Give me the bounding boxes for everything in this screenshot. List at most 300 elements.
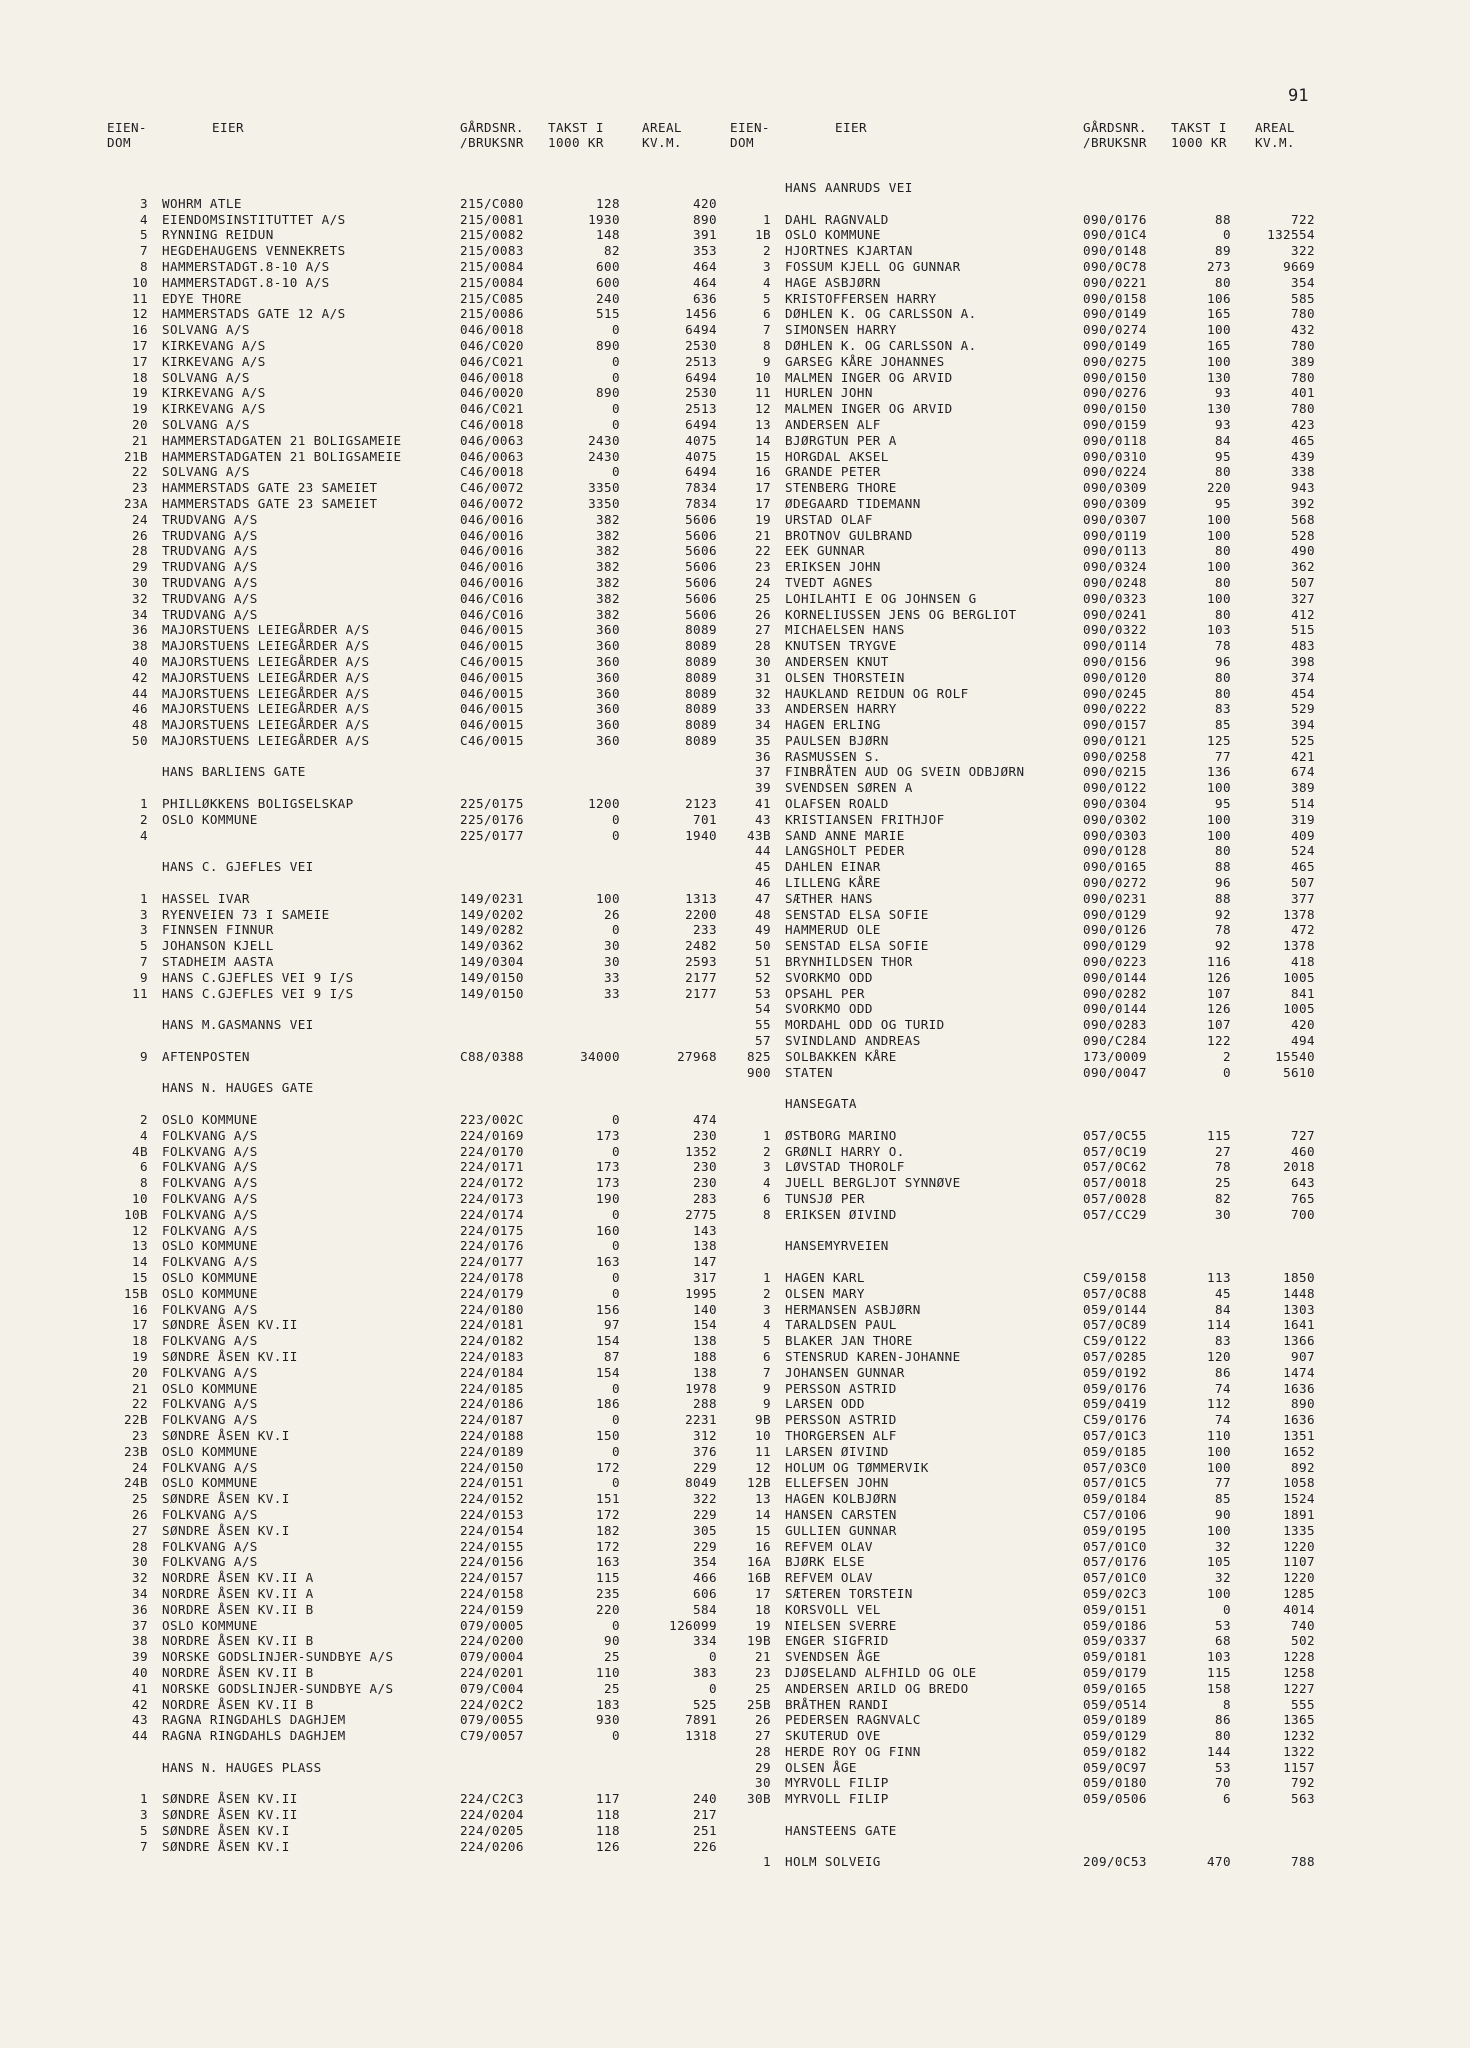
table-row	[112, 1491, 722, 1507]
gards-bruksnr: 059/0189	[1083, 1712, 1147, 1728]
property-number: 9B	[755, 1412, 771, 1428]
owner-name: LARSEN ODD	[785, 1396, 865, 1412]
takst-value: 80	[1215, 606, 1231, 622]
areal-value: 1220	[1283, 1570, 1315, 1586]
table-row	[112, 1475, 722, 1491]
takst-value: 515	[596, 306, 620, 322]
property-number: 29	[755, 1759, 771, 1775]
gards-bruksnr: 090/0322	[1083, 622, 1147, 638]
takst-value: 360	[596, 622, 620, 638]
takst-value: 160	[596, 1222, 620, 1238]
gards-bruksnr: 225/0175	[460, 796, 524, 812]
gards-bruksnr: 090/0119	[1083, 527, 1147, 543]
takst-value: 3350	[588, 495, 620, 511]
takst-value: 80	[1215, 543, 1231, 559]
gards-bruksnr: 090/0221	[1083, 274, 1147, 290]
takst-value: 125	[1207, 732, 1231, 748]
property-number: 27	[755, 622, 771, 638]
takst-value: 92	[1215, 938, 1231, 954]
takst-value: 107	[1207, 1017, 1231, 1033]
gards-bruksnr: 090/0149	[1083, 306, 1147, 322]
areal-value: 701	[693, 811, 717, 827]
takst-value: 120	[1207, 1348, 1231, 1364]
areal-value: 1313	[685, 890, 717, 906]
owner-name: ELLEFSEN JOHN	[785, 1475, 889, 1491]
owner-name: FOLKVANG A/S	[162, 1364, 258, 1380]
areal-value: 5610	[1283, 1064, 1315, 1080]
gards-bruksnr: 224/02C2	[460, 1696, 524, 1712]
gards-bruksnr: 090/0248	[1083, 574, 1147, 590]
owner-name: HANS C.GJEFLES VEI 9 I/S	[162, 985, 354, 1001]
gards-bruksnr: 090/0150	[1083, 401, 1147, 417]
table-row	[112, 306, 722, 322]
areal-value: 230	[693, 1159, 717, 1175]
gards-bruksnr: 149/0282	[460, 922, 524, 938]
gards-bruksnr: 224/0150	[460, 1459, 524, 1475]
owner-name: FOLKVANG A/S	[162, 1333, 258, 1349]
owner-name: MAJORSTUENS LEIEGÅRDER A/S	[162, 669, 370, 685]
owner-name: ANDERSEN ARILD OG BREDO	[785, 1680, 969, 1696]
owner-name: FOLKVANG A/S	[162, 1412, 258, 1428]
spacer	[735, 1112, 1320, 1128]
owner-name: FOLKVANG A/S	[162, 1159, 258, 1175]
takst-value: 100	[1207, 559, 1231, 575]
takst-value: 136	[1207, 764, 1231, 780]
areal-value: 420	[693, 195, 717, 211]
table-row	[112, 1554, 722, 1570]
areal-value: 2200	[685, 906, 717, 922]
areal-value: 6494	[685, 369, 717, 385]
takst-value: 30	[604, 954, 620, 970]
takst-value: 182	[596, 1522, 620, 1538]
table-row	[735, 528, 1320, 544]
property-number: 7	[140, 243, 148, 259]
property-number: 3	[763, 1301, 771, 1317]
property-number: 17	[755, 495, 771, 511]
areal-value: 528	[1291, 527, 1315, 543]
table-row	[112, 322, 722, 338]
gards-bruksnr: 149/0150	[460, 969, 524, 985]
property-number: 29	[132, 559, 148, 575]
table-row	[735, 449, 1320, 465]
areal-value: 230	[693, 1127, 717, 1143]
owner-name: SÆTEREN TORSTEIN	[785, 1585, 913, 1601]
takst-value: 93	[1215, 416, 1231, 432]
gards-bruksnr: 059/0419	[1083, 1396, 1147, 1412]
table-row	[112, 1144, 722, 1160]
takst-value: 78	[1215, 638, 1231, 654]
property-number: 10	[755, 369, 771, 385]
owner-name: JUELL BERGLJOT SYNNØVE	[785, 1175, 961, 1191]
property-number: 28	[132, 1538, 148, 1554]
areal-value: 6494	[685, 464, 717, 480]
takst-value: 100	[1207, 590, 1231, 606]
street-heading: HANS M.GASMANNS VEI	[162, 1017, 314, 1033]
property-number: 36	[755, 748, 771, 764]
owner-name: SØNDRE ÅSEN KV.I	[162, 1522, 290, 1538]
table-row	[735, 401, 1320, 417]
areal-value: 8089	[685, 701, 717, 717]
takst-value: 150	[596, 1427, 620, 1443]
property-number: 57	[755, 1033, 771, 1049]
areal-value: 1258	[1283, 1664, 1315, 1680]
takst-value: 130	[1207, 369, 1231, 385]
property-number: 55	[755, 1017, 771, 1033]
table-row	[112, 1791, 722, 1807]
areal-value: 472	[1291, 922, 1315, 938]
gards-bruksnr: 090/0303	[1083, 827, 1147, 843]
takst-value: 0	[612, 1112, 620, 1128]
owner-name: SØNDRE ÅSEN KV.I	[162, 1822, 290, 1838]
owner-name: FOLKVANG A/S	[162, 1396, 258, 1412]
takst-value: 220	[1207, 480, 1231, 496]
property-number: 3	[140, 922, 148, 938]
property-number: 3	[763, 1159, 771, 1175]
takst-value: 80	[1215, 274, 1231, 290]
gards-bruksnr: 090/0150	[1083, 369, 1147, 385]
areal-value: 392	[1291, 495, 1315, 511]
table-row	[735, 1302, 1320, 1318]
property-number: 1B	[755, 227, 771, 243]
owner-name: SØNDRE ÅSEN KV.I	[162, 1491, 290, 1507]
areal-value: 1227	[1283, 1680, 1315, 1696]
areal-value: 391	[693, 227, 717, 243]
areal-value: 1220	[1283, 1538, 1315, 1554]
table-row	[735, 1349, 1320, 1365]
takst-value: 100	[596, 890, 620, 906]
spacer	[735, 1080, 1320, 1096]
areal-value: 490	[1291, 543, 1315, 559]
areal-value: 4075	[685, 432, 717, 448]
owner-name: HAGEN KOLBJØRN	[785, 1491, 897, 1507]
table-row	[735, 480, 1320, 496]
owner-name: NORDRE ÅSEN KV.II A	[162, 1570, 314, 1586]
gards-bruksnr: 224/0171	[460, 1159, 524, 1175]
owner-name: TRUDVANG A/S	[162, 511, 258, 527]
owner-name: STENBERG THORE	[785, 480, 897, 496]
owner-name: MAJORSTUENS LEIEGÅRDER A/S	[162, 653, 370, 669]
gards-bruksnr: 215/0081	[460, 211, 524, 227]
takst-value: 89	[1215, 243, 1231, 259]
areal-value: 6494	[685, 416, 717, 432]
table-row	[735, 654, 1320, 670]
areal-value: 132554	[1267, 227, 1315, 243]
gards-bruksnr: 224/0189	[460, 1443, 524, 1459]
property-number: 17	[755, 1585, 771, 1601]
owner-name: SØNDRE ÅSEN KV.II	[162, 1807, 298, 1823]
owner-name: BROTNOV GULBRAND	[785, 527, 913, 543]
takst-value: 97	[604, 1317, 620, 1333]
owner-name: SVORKMO ODD	[785, 969, 873, 985]
gards-bruksnr: 046/0015	[460, 701, 524, 717]
areal-value: 283	[693, 1191, 717, 1206]
table-row	[735, 1365, 1320, 1381]
owner-name: ERIKSEN ØIVIND	[785, 1206, 897, 1222]
owner-name: STADHEIM AASTA	[162, 954, 274, 970]
gards-bruksnr: 046/0016	[460, 527, 524, 543]
takst-value: 0	[612, 353, 620, 369]
property-number: 11	[755, 1443, 771, 1459]
gards-bruksnr: 090/0222	[1083, 701, 1147, 717]
gards-bruksnr: 046/0020	[460, 385, 524, 401]
owner-name: FINBRÅTEN AUD OG SVEIN ODBJØRN	[785, 764, 1025, 780]
table-row	[735, 354, 1320, 370]
gards-bruksnr: 090/0283	[1083, 1017, 1147, 1033]
takst-value: 100	[1207, 1585, 1231, 1601]
table-row	[112, 1207, 722, 1223]
gards-bruksnr: 224/0177	[460, 1254, 524, 1270]
table-row	[735, 749, 1320, 765]
spacer	[112, 1744, 722, 1760]
property-number: 7	[763, 322, 771, 338]
owner-name: SØNDRE ÅSEN KV.II	[162, 1791, 298, 1807]
table-row	[112, 275, 722, 291]
takst-value: 126	[1207, 969, 1231, 985]
table-row	[112, 607, 722, 623]
property-number: 11	[132, 985, 148, 1001]
takst-value: 26	[604, 906, 620, 922]
table-row	[112, 1270, 722, 1286]
gards-bruksnr: 059/0176	[1083, 1380, 1147, 1396]
property-number: 22B	[124, 1412, 148, 1428]
owner-name: OSLO KOMMUNE	[785, 227, 881, 243]
owner-name: FOLKVANG A/S	[162, 1459, 258, 1475]
owner-name: SØNDRE ÅSEN KV.II	[162, 1317, 298, 1333]
column-header	[730, 120, 1320, 180]
table-row	[112, 1586, 722, 1602]
owner-name: AFTENPOSTEN	[162, 1048, 250, 1064]
takst-value: 100	[1207, 353, 1231, 369]
header-eier: EIER	[835, 120, 867, 135]
gards-bruksnr: C59/0176	[1083, 1412, 1147, 1428]
table-row	[112, 212, 722, 228]
table-row	[735, 1728, 1320, 1744]
gards-bruksnr: 149/0202	[460, 906, 524, 922]
areal-value: 9669	[1283, 258, 1315, 274]
property-number: 6	[763, 1348, 771, 1364]
table-row	[735, 875, 1320, 891]
table-row	[735, 1507, 1320, 1523]
owner-name: NORDRE ÅSEN KV.II B	[162, 1601, 314, 1617]
gards-bruksnr: 149/0304	[460, 954, 524, 970]
owner-name: HORGDAL AKSEL	[785, 448, 889, 464]
table-row	[112, 591, 722, 607]
gards-bruksnr: 224/0180	[460, 1301, 524, 1317]
takst-value: 78	[1215, 1159, 1231, 1175]
takst-value: 100	[1207, 511, 1231, 527]
header-takst: TAKST I 1000 KR	[1171, 120, 1227, 150]
areal-value: 2231	[685, 1412, 717, 1428]
areal-value: 5606	[685, 543, 717, 559]
table-row	[735, 1144, 1320, 1160]
takst-value: 115	[1207, 1664, 1231, 1680]
property-number: 28	[132, 543, 148, 559]
areal-value: 288	[693, 1396, 717, 1412]
takst-value: 25	[604, 1680, 620, 1696]
areal-value: 230	[693, 1175, 717, 1191]
takst-value: 173	[596, 1175, 620, 1191]
owner-name: MAJORSTUENS LEIEGÅRDER A/S	[162, 685, 370, 701]
property-number: 24	[132, 511, 148, 527]
property-number: 23	[755, 1664, 771, 1680]
property-number: 8	[763, 337, 771, 353]
takst-value: 112	[1207, 1396, 1231, 1412]
gards-bruksnr: C46/0015	[460, 732, 524, 748]
owner-name: OSLO KOMMUNE	[162, 1380, 258, 1396]
gards-bruksnr: 090/0122	[1083, 780, 1147, 796]
areal-value: 312	[693, 1427, 717, 1443]
takst-value: 890	[596, 385, 620, 401]
page-number: 91	[1288, 86, 1309, 106]
areal-value: 5606	[685, 574, 717, 590]
owner-name: RYENVEIEN 73 I SAMEIE	[162, 906, 330, 922]
owner-name: TRUDVANG A/S	[162, 559, 258, 575]
property-number: 39	[755, 780, 771, 796]
owner-name: BLAKER JAN THORE	[785, 1333, 913, 1349]
owner-name: HAMMERSTADS GATE 23 SAMEIET	[162, 480, 378, 496]
table-row	[735, 701, 1320, 717]
areal-value: 8089	[685, 732, 717, 748]
property-number: 43	[755, 811, 771, 827]
owner-name: OLSEN ÅGE	[785, 1759, 857, 1775]
table-row	[735, 1681, 1320, 1697]
spacer	[112, 780, 722, 796]
gards-bruksnr: 215/0083	[460, 243, 524, 259]
table-row	[112, 243, 722, 259]
takst-value: 96	[1215, 653, 1231, 669]
property-number: 47	[755, 890, 771, 906]
owner-name: LØVSTAD THOROLF	[785, 1159, 905, 1175]
street-heading: HANSEMYRVEIEN	[785, 1238, 889, 1254]
table-row	[112, 986, 722, 1002]
owner-name: TRUDVANG A/S	[162, 543, 258, 559]
gards-bruksnr: 215/0084	[460, 258, 524, 274]
property-number: 41	[132, 1680, 148, 1696]
gards-bruksnr: 059/02C3	[1083, 1585, 1147, 1601]
owner-name: HJORTNES KJARTAN	[785, 243, 913, 259]
takst-value: 115	[596, 1570, 620, 1586]
owner-name: SØNDRE ÅSEN KV.II	[162, 1348, 298, 1364]
table-row	[735, 1207, 1320, 1223]
areal-value: 143	[693, 1222, 717, 1238]
gards-bruksnr: 224/0172	[460, 1175, 524, 1191]
table-row	[112, 1381, 722, 1397]
takst-value: 360	[596, 732, 620, 748]
areal-value: 1365	[1283, 1712, 1315, 1728]
gards-bruksnr: 090/0231	[1083, 890, 1147, 906]
table-row	[735, 1633, 1320, 1649]
gards-bruksnr: 090/0129	[1083, 938, 1147, 954]
table-row	[735, 1586, 1320, 1602]
property-number: 20	[132, 1364, 148, 1380]
gards-bruksnr: 215/0082	[460, 227, 524, 243]
property-number: 41	[755, 796, 771, 812]
takst-value: 0	[612, 827, 620, 843]
table-row	[112, 1349, 722, 1365]
owner-name: OPSAHL PER	[785, 985, 865, 1001]
owner-name: TUNSJØ PER	[785, 1191, 865, 1206]
takst-value: 82	[604, 243, 620, 259]
takst-value: 30	[604, 938, 620, 954]
gards-bruksnr: C57/0106	[1083, 1506, 1147, 1522]
takst-value: 107	[1207, 985, 1231, 1001]
gards-bruksnr: 059/0129	[1083, 1728, 1147, 1744]
takst-value: 165	[1207, 337, 1231, 353]
gards-bruksnr: 046/0063	[460, 448, 524, 464]
areal-value: 1378	[1283, 906, 1315, 922]
right-rows	[735, 180, 1320, 1870]
areal-value: 584	[693, 1601, 717, 1617]
table-row	[112, 701, 722, 717]
table-row	[735, 938, 1320, 954]
gards-bruksnr: 090/0323	[1083, 590, 1147, 606]
header-eiendom: EIEN- DOM	[730, 120, 770, 150]
table-row	[735, 559, 1320, 575]
gards-bruksnr: C59/0122	[1083, 1333, 1147, 1349]
gards-bruksnr: 057/0C89	[1083, 1317, 1147, 1333]
gards-bruksnr: 090/0224	[1083, 464, 1147, 480]
takst-value: 600	[596, 258, 620, 274]
takst-value: 96	[1215, 875, 1231, 891]
property-number: 52	[755, 969, 771, 985]
takst-value: 3350	[588, 480, 620, 496]
takst-value: 95	[1215, 495, 1231, 511]
owner-name: BRYNHILDSEN THOR	[785, 954, 913, 970]
spacer	[112, 1065, 722, 1081]
table-row	[735, 1412, 1320, 1428]
gards-bruksnr: 057/0C88	[1083, 1285, 1147, 1301]
areal-value: 327	[1291, 590, 1315, 606]
takst-value: 1200	[588, 796, 620, 812]
gards-bruksnr: 090/C284	[1083, 1033, 1147, 1049]
property-number: 17	[132, 337, 148, 353]
property-number: 5	[140, 1822, 148, 1838]
table-row	[112, 1507, 722, 1523]
property-number: 23	[132, 480, 148, 496]
areal-value: 5606	[685, 527, 717, 543]
areal-value: 674	[1291, 764, 1315, 780]
areal-value: 1641	[1283, 1317, 1315, 1333]
areal-value: 5606	[685, 606, 717, 622]
property-number: 30	[132, 1554, 148, 1570]
property-number: 21	[132, 1380, 148, 1396]
takst-value: 382	[596, 574, 620, 590]
owner-name: TRUDVANG A/S	[162, 527, 258, 543]
areal-value: 2775	[685, 1206, 717, 1222]
areal-value: 1474	[1283, 1364, 1315, 1380]
takst-value: 2430	[588, 432, 620, 448]
gards-bruksnr: 090/0324	[1083, 559, 1147, 575]
areal-value: 740	[1291, 1617, 1315, 1633]
areal-value: 8089	[685, 669, 717, 685]
gards-bruksnr: 046/0015	[460, 638, 524, 654]
owner-name: HASSEL IVAR	[162, 890, 250, 906]
table-row	[112, 1286, 722, 1302]
property-number: 19	[132, 1348, 148, 1364]
property-number: 1	[140, 1791, 148, 1807]
takst-value: 0	[612, 401, 620, 417]
header-gardsnr: GÅRDSNR. /BRUKSNR	[460, 120, 524, 150]
areal-value: 140	[693, 1301, 717, 1317]
property-number: 1	[763, 1269, 771, 1285]
gards-bruksnr: 057/01C0	[1083, 1538, 1147, 1554]
owner-name: MYRVOLL FILIP	[785, 1791, 889, 1807]
areal-value: 514	[1291, 796, 1315, 812]
left-column	[107, 120, 722, 1854]
owner-name: JOHANSEN GUNNAR	[785, 1364, 905, 1380]
owner-name: HOLUM OG TØMMERVIK	[785, 1459, 929, 1475]
takst-value: 33	[604, 985, 620, 1001]
